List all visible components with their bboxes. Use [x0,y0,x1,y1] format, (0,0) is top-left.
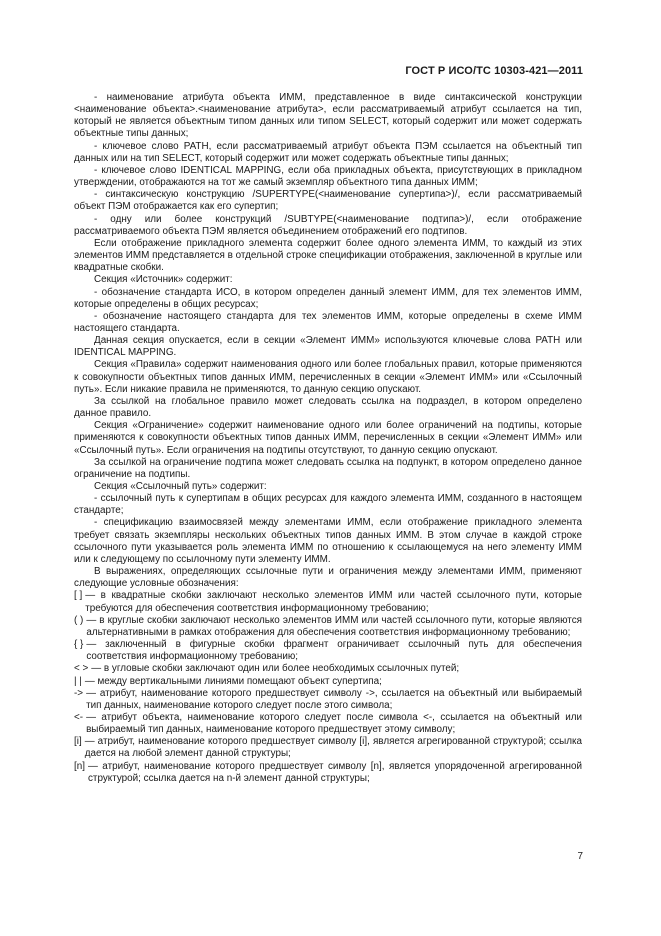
symbol: { } [74,639,84,651]
symbol-definition [74,712,582,736]
paragraph: - обозначение стандарта ИСО, в котором определен данный элемент ИММ, для тех элементов ИММ, которые определены в общих ресурсах; [74,286,582,310]
symbol-description: — атрибут, наименование которого предшествует символу [n], является упорядоченной агрегированной структурой; ссылка дается на n-й элемент данной структуры; [87,760,582,784]
symbol-description: — между вертикальными линиями помещают объект супертипа; [84,675,382,687]
symbol-definition [74,676,582,688]
paragraph: Если отображение прикладного элемента содержит более одного элемента ИММ, то каждый из этих элементов ИММ представляется в отдельной строке спецификации отображения, заключенной в круглые или квадратные скобки. [74,237,582,274]
symbol-definition [74,590,582,614]
symbol-description: — атрибут, наименование которого предшествует символу ->, ссылается на объектный или выбираемый тип данных, наименование которого следует после этого символа; [86,687,582,711]
paragraph: Данная секция опускается, если в секции «Элемент ИММ» используются ключевые слова PATH или IDENTICAL MAPPING. [74,335,582,359]
symbol-description: — заключенный в фигурные скобки фрагмент ограничивает ссылочный путь для обеспечения соответствия информационному требованию; [86,639,582,663]
symbol-definition [74,615,582,639]
symbol: < > [74,663,89,675]
symbol: [i] [74,736,82,748]
paragraph: - обозначение настоящего стандарта для тех элементов ИММ, которые определены в схеме ИММ настоящего стандарта. [74,310,582,334]
paragraph: За ссылкой на ограничение подтипа может следовать ссылка на подпункт, в котором определено данное ограничение на подтипы. [74,456,582,480]
standard-header: ГОСТ Р ИСО/ТС 10303-421—2011 [405,65,583,77]
symbol: [n] [74,760,85,772]
symbol-definition [74,639,582,663]
paragraph: Секция «Правила» содержит наименования одного или более глобальных правил, которые применяются к совокупности объектных типов данных ИММ, перечисленных в секции «Элемент ИММ» или «Ссылочный путь». Если никакие правила не применяются, то данную секцию опускают. [74,359,582,395]
symbol-description: — атрибут, наименование которого предшествует символу [i], является агрегированной структурой; ссылка дается на любой элемент данной структуры; [84,736,582,760]
symbol: | | [74,675,82,687]
symbol-definition [74,761,582,785]
symbol-definition [74,688,582,712]
paragraph: В выражениях, определяющих ссылочные пути и ограничения между элементами ИММ, применяют следующие условные обозначения: [74,566,582,590]
symbol-definition [74,663,582,675]
paragraph: - одну или более конструкций /SUBTYPE(<наименование подтипа>)/, если отображение рассматриваемого объекта ПЭМ является объединением отображений его подтипов. [74,213,582,237]
symbol: ( ) [74,614,84,626]
paragraph: - наименование атрибута объекта ИММ, представленное в виде синтаксической конструкции <наименование объекта>.<наименование атрибута>, если рассматриваемый атрибут ссылается на тип, который не является объектным типом данных или типом SELECT, который содержит или может содержать объектные типы данных; [74,92,582,140]
paragraph: Секция «Ограничение» содержит наименование одного или более ограничений на подтипы, которые применяются к совокупности объектных типов данных ИММ, перечисленных в секции «Элемент ИММ» или «Ссылочный путь». Если ограничения на подтипы отсутствуют, то данную секцию опускают. [74,420,582,456]
document-body [74,92,582,785]
paragraph: Секция «Источник» содержит: [94,274,233,286]
paragraph: - ссылочный путь к супертипам в общих ресурсах для каждого элемента ИММ, созданного в настоящем стандарте; [74,493,582,517]
paragraph: - ключевое слово PATH, если рассматриваемый атрибут объекта ПЭМ ссылается на объектный тип данных или на тип SELECT, который содержит или может содержать объектные типы данных; [74,140,582,164]
symbol: <- [74,711,84,723]
symbol-definition [74,736,582,760]
paragraph: За ссылкой на глобальное правило может следовать ссылка на подраздел, в котором определено данное правило. [74,395,582,420]
paragraph: Секция «Ссылочный путь» содержит: [94,481,267,492]
symbol-description: — атрибут объекта, наименование которого следует после символа <-, ссылается на объектный или выбираемый тип данных, наименование которого предшествует этому символу; [86,711,582,736]
symbol-description: — в угловые скобки заключают один или более необходимых ссылочных путей; [91,663,460,675]
symbol-description: — в круглые скобки заключают несколько элементов ИММ или частей ссылочного пути, которые являются альтернативными в рамках отображения для обеспечения соответствия информационному требованию; [86,614,582,638]
paragraph: - синтаксическую конструкцию /SUPERTYPE(<наименование супертипа>)/, если рассматриваемый объект ПЭМ отображается как его супертип; [74,189,582,213]
symbol: [ ] [74,590,83,602]
symbol: -> [74,687,84,699]
paragraph: - спецификацию взаимосвязей между элементами ИММ, если отображение прикладного элемента требует связать экземпляры нескольких объектных типов данных ИММ. В этом случае в каждой строке ссылочного пути указывается роль элемента ИММ по отношению к ссылающемуся на него элементу ИММ или к следующему по ссылочному пути элементу ИММ. [74,517,582,565]
paragraph: - ключевое слово IDENTICAL MAPPING, если оба прикладных объекта, присутствующих в прикладном утверждении, отображаются на тот же самый экземпляр объектного типа данных ИММ; [74,164,582,189]
page-number: 7 [577,851,583,862]
symbol-description: — в квадратные скобки заключают несколько элементов ИММ или частей ссылочного пути, которые требуются для обеспечения соответствия информационному требованию; [85,590,582,614]
